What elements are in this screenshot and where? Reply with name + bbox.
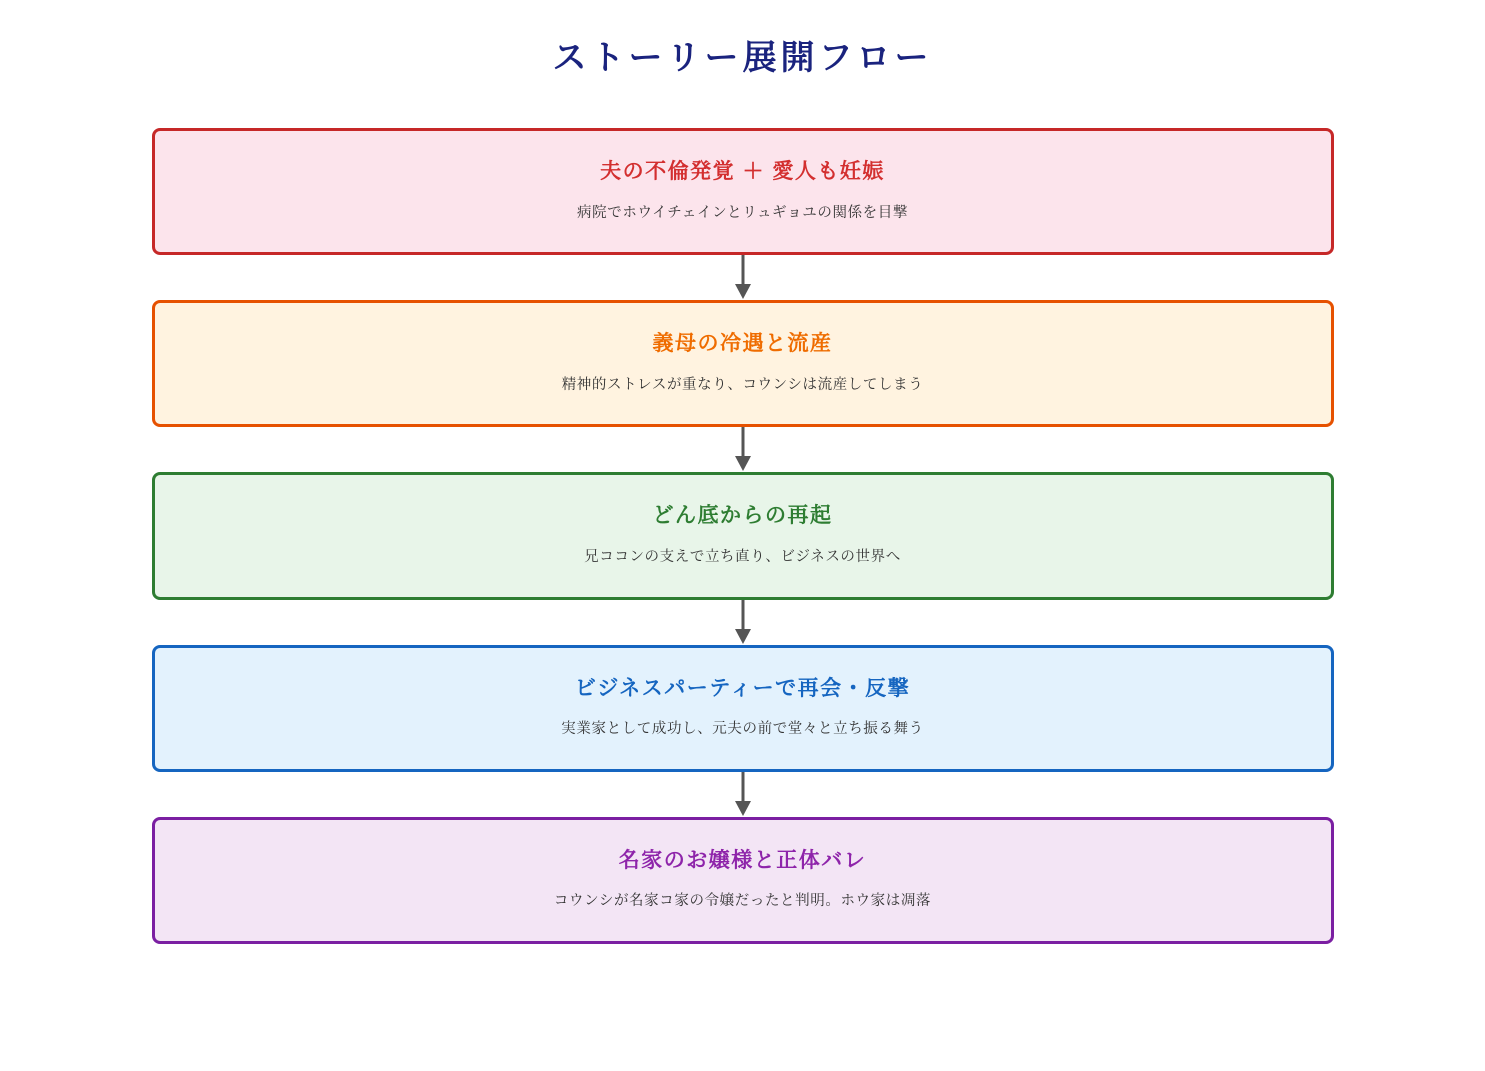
flow-arrow-3: [152, 600, 1334, 645]
page-title: ストーリー展開フロー: [552, 39, 933, 77]
node-recovery-description: 兄ココンの支えで立ち直り、ビジネスの世界へ: [584, 548, 901, 565]
node-reveal-title: 名家のお嬢様と正体バレ: [618, 848, 867, 872]
flow-arrow-2: [152, 427, 1334, 472]
flow-arrow-1: [152, 255, 1334, 300]
node-recovery: [152, 472, 1334, 599]
node-affair-title: 夫の不倫発覚 ＋ 愛人も妊娠: [600, 160, 885, 184]
story-flow-diagram: [152, 128, 1334, 944]
node-miscarriage-description: 精神的ストレスが重なり、コウンシは流産してしまう: [561, 376, 924, 393]
diagram-page: [0, 36, 1485, 944]
node-reunion-description: 実業家として成功し、元夫の前で堂々と立ち振る舞う: [561, 721, 924, 737]
node-reveal-description: コウンシが名家コ家の令嬢だったと判明。ホウ家は凋落: [553, 893, 932, 910]
node-recovery-title: どん底からの再起: [652, 504, 833, 528]
flow-arrow-4: [152, 772, 1334, 817]
node-affair: [152, 128, 1334, 255]
node-reveal: [152, 817, 1334, 944]
node-reunion: [152, 645, 1334, 772]
node-reunion-title: ビジネスパーティーで再会・反撃: [574, 676, 911, 700]
node-miscarriage: [152, 300, 1334, 427]
node-miscarriage-title: 義母の冷遇と流産: [652, 332, 833, 356]
node-affair-description: 病院でホウイチェインとリュギョユの関係を目撃: [577, 204, 908, 221]
